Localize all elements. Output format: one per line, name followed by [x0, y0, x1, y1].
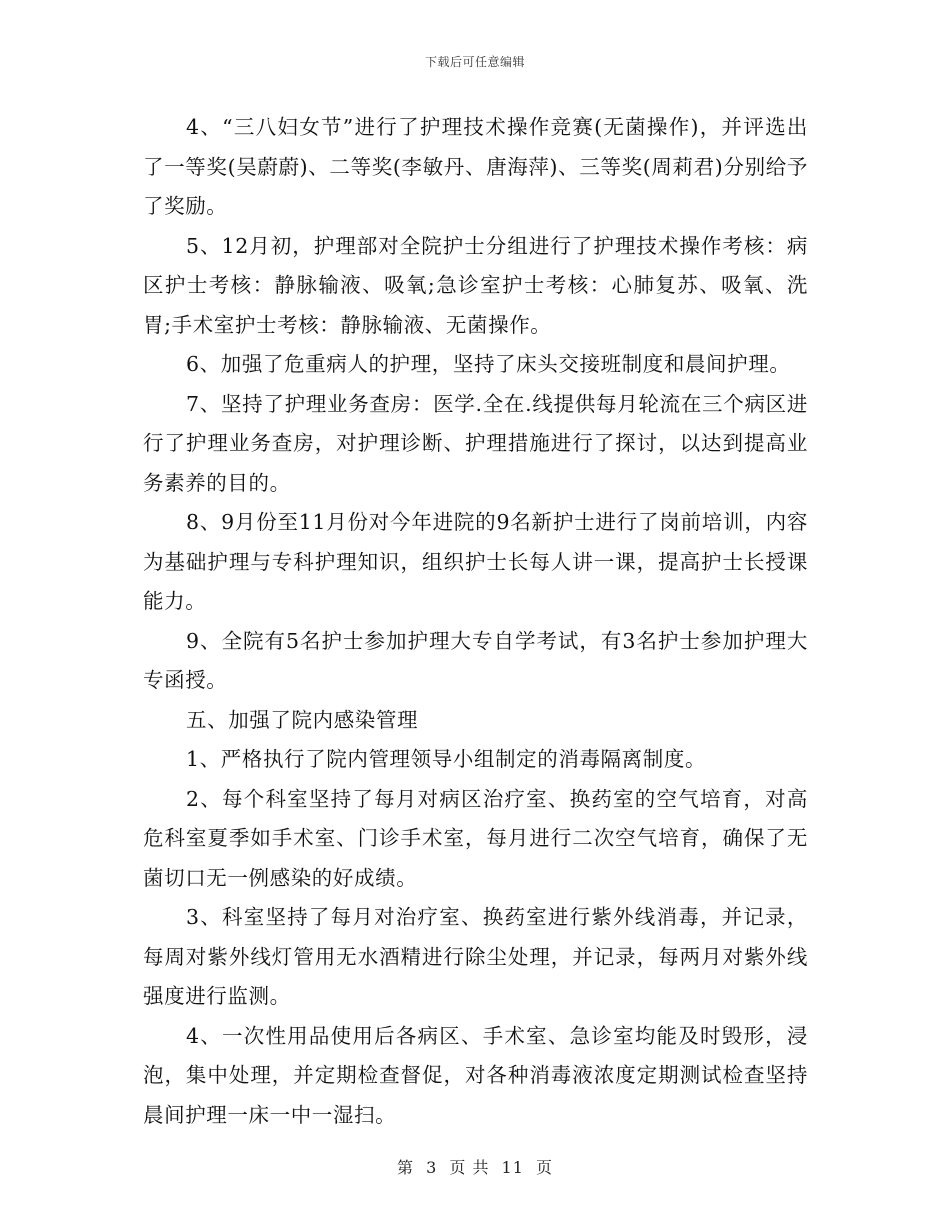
page-footer: [0, 1155, 950, 1178]
footer-current-page: 3: [426, 1158, 438, 1177]
paragraph-item-4: 4、“三八妇女节”进行了护理技术操作竞赛(无菌操作)，并评选出了一等奖(吴蔚蔚)、二等奖(李敏丹、唐海萍)、三等奖(周莉君)分别给予了奖励。: [143, 115, 808, 218]
footer-suffix: 页: [536, 1158, 554, 1177]
section-paragraph-1: 1、严格执行了院内管理领导小组制定的消毒隔离制度。: [186, 747, 707, 771]
paragraph-item-5: 5、12月初，护理部对全院护士分组进行了护理技术操作考核：病区护士考核：静脉输液、吸氧;急诊室护士考核：心肺复苏、吸氧、洗胃;手术室护士考核：静脉输液、无菌操作。: [143, 233, 808, 337]
section-paragraph-3: 3、科室坚持了每月对治疗室、换药室进行紫外线消毒，并记录，每周对紫外线灯管用无水酒精进行除尘处理，并记录，每两月对紫外线强度进行监测。: [143, 905, 808, 1008]
section-paragraph-2: 2、每个科室坚持了每月对病区治疗室、换药室的空气培育，对高危科室夏季如手术室、门诊手术室，每月进行二次空气培育，确保了无菌切口无一例感染的好成绩。: [143, 786, 808, 890]
footer-total-pages: 11: [501, 1158, 524, 1177]
paragraph-item-7: 7、坚持了护理业务查房：医学.全在.线提供每月轮流在三个病区进行了护理业务查房，对护理诊断、护理措施进行了探讨，以达到提高业务素养的目的。: [143, 391, 808, 495]
footer-prefix: 第: [396, 1158, 414, 1177]
footer-middle: 页 共: [449, 1158, 490, 1177]
paragraph-item-8: 8、9月份至11月份对今年进院的9名新护士进行了岗前培训，内容为基础护理与专科护理知识，组织护士长每人讲一课，提高护士长授课能力。: [143, 510, 808, 613]
paragraph-item-6: 6、加强了危重病人的护理，坚持了床头交接班制度和晨间护理。: [186, 352, 791, 376]
paragraph-item-9: 9、全院有5名护士参加护理大专自学考试，有3名护士参加护理大专函授。: [143, 628, 808, 692]
document-body: [143, 108, 808, 1135]
page-header-note: 下载后可任意编辑: [424, 55, 525, 69]
section-heading: 五、加强了院内感染管理: [186, 707, 419, 732]
section-paragraph-4: 4、一次性用品使用后各病区、手术室、急诊室均能及时毁形，浸泡，集中处理，并定期检查督促，对各种消毒液浓度定期测试检查坚持晨间护理一床一中一湿扫。: [143, 1023, 808, 1127]
